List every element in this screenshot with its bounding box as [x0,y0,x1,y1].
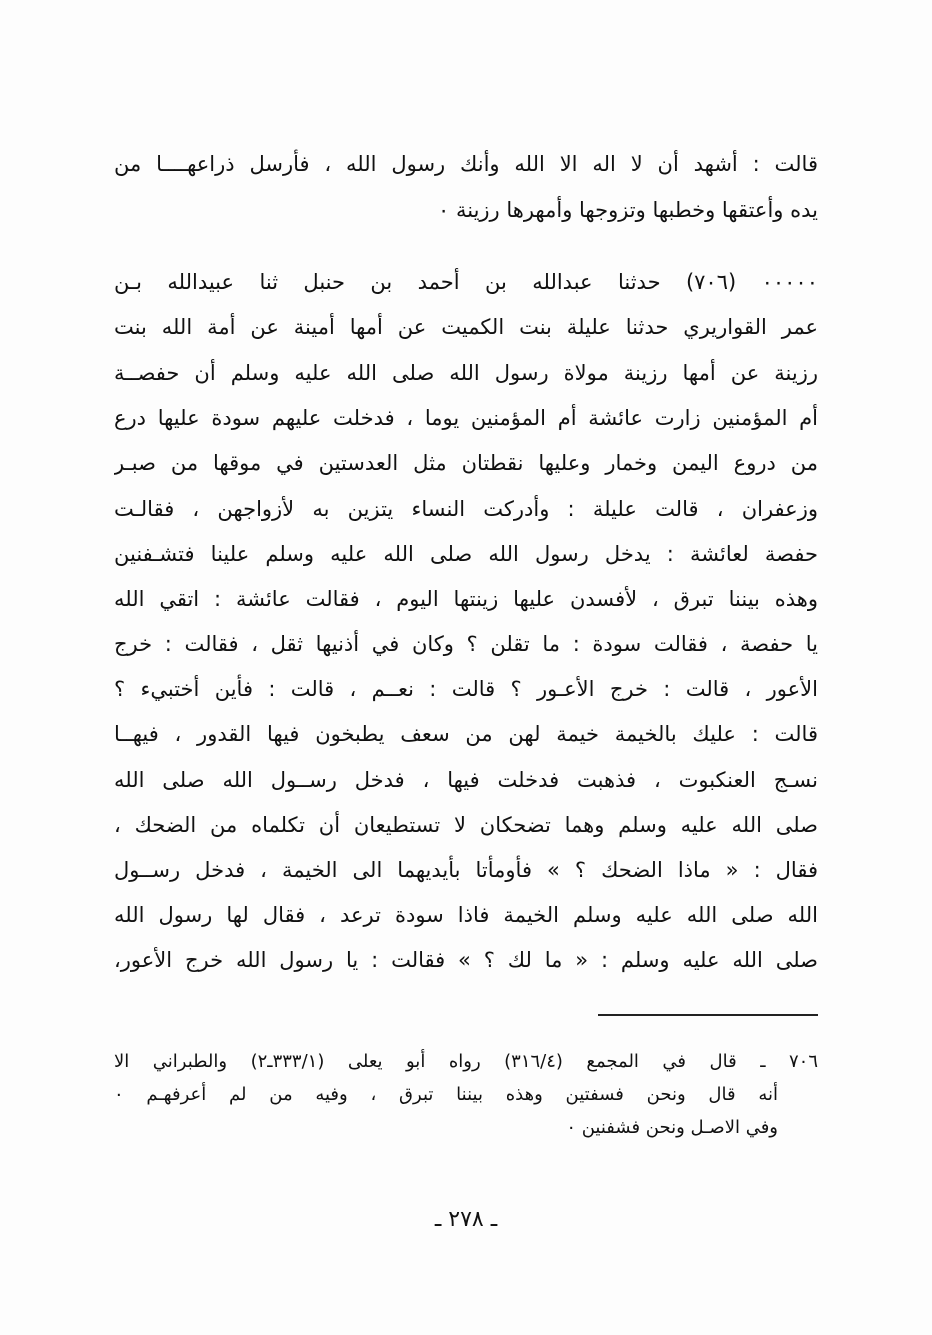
hadith-line-6: وزعفران ، قالت عليلة : وأدركت النساء يتزين به لأزواجهن ، فقالـت [114,497,818,521]
hadith-line-16: صلى الله عليه وسلم : « ما لك ؟ » فقالت : يا رسول الله خرج الأعور، [114,948,818,972]
footnote-line-1: ٧٠٦ ـ قال في المجمع (٣١٦/٤) رواه أبو يعلى (٣٣٣/١ـ٢) والطبراني الا [114,1051,818,1072]
hadith-line-2: عمر القواريري حدثنا عليلة بنت الكميت عن أمها أمينة عن أمة الله بنت [114,315,818,339]
hadith-line-3: رزينة عن أمها رزينة مولاة رسول الله صلى الله عليه وسلم أن حفصــة [114,361,818,385]
hadith-line-5: من دروع اليمن وخمار وعليها نقطتان مثل العدستين في موقها من صبـر [114,451,818,475]
hadith-line-4: أم المؤمنين زارت عائشة أم المؤمنين يوما ، فدخلت عليهم سودة عليها درع [114,406,818,430]
page-number: ـ ٢٧٨ ـ [434,1207,498,1232]
hadith-line-8: وهذه بيننا تبرق ، لأفسدن عليها زينتها اليوم ، فقالت عائشة : اتقي الله [114,587,818,611]
body-line-1: قالت : أشهد أن لا اله الا الله وأنك رسول الله ، فأرسل ذراعهــــا من [114,152,818,176]
hadith-line-9: يا حفصة ، فقالت سودة : ما تقلن ؟ وكان في أذنيها ثقل ، فقالت : خرج [114,632,818,656]
body-line-2: يده وأعتقها وخطبها وتزوجها وأمهرها رزينة ٠ [438,198,818,222]
hadith-line-15: الله صلى الله عليه وسلم الخيمة فاذا سودة ترعد ، فقال لها رسول الله [114,903,818,927]
hadith-line-14: فقال : « ماذا الضحك ؟ » فأومأتا بأيديهما الى الخيمة ، فدخل رســول [114,858,818,882]
hadith-line-1: ٠٠٠٠٠ (٧٠٦) حدثنا عبدالله بن أحمد بن حنبل ثنا عبيدالله بـن [114,270,818,294]
footnote-line-3: وفي الاصـل ونحن فشفنين ٠ [566,1117,778,1138]
hadith-line-11: قالت : عليك بالخيمة خيمة لهن من سعف يطبخون فيها القدور ، فيهــا [114,722,818,746]
footnote-line-2: أنه قال ونحن فسفتين وهذه بيننا تبرق ، وفيه من لم أعرفهـم ٠ [114,1084,778,1105]
footnote-separator [598,1014,818,1016]
hadith-line-10: الأعور ، قالت : خرج الأعـور ؟ قالت : نعــم ، قالت : فأين أختبيء ؟ [114,677,818,701]
hadith-line-7: حفصة لعائشة : يدخل رسول الله صلى الله عليه وسلم علينا فتشـفنين [114,542,818,566]
hadith-line-12: نسـج العنكبوت ، فذهبت فدخلت فيها ، فدخل رســول الله صلى الله [114,768,818,792]
hadith-line-13: صلى الله عليه وسلم وهما تضحكان لا تستطيعان أن تكلماه من الضحك ، [114,813,818,837]
